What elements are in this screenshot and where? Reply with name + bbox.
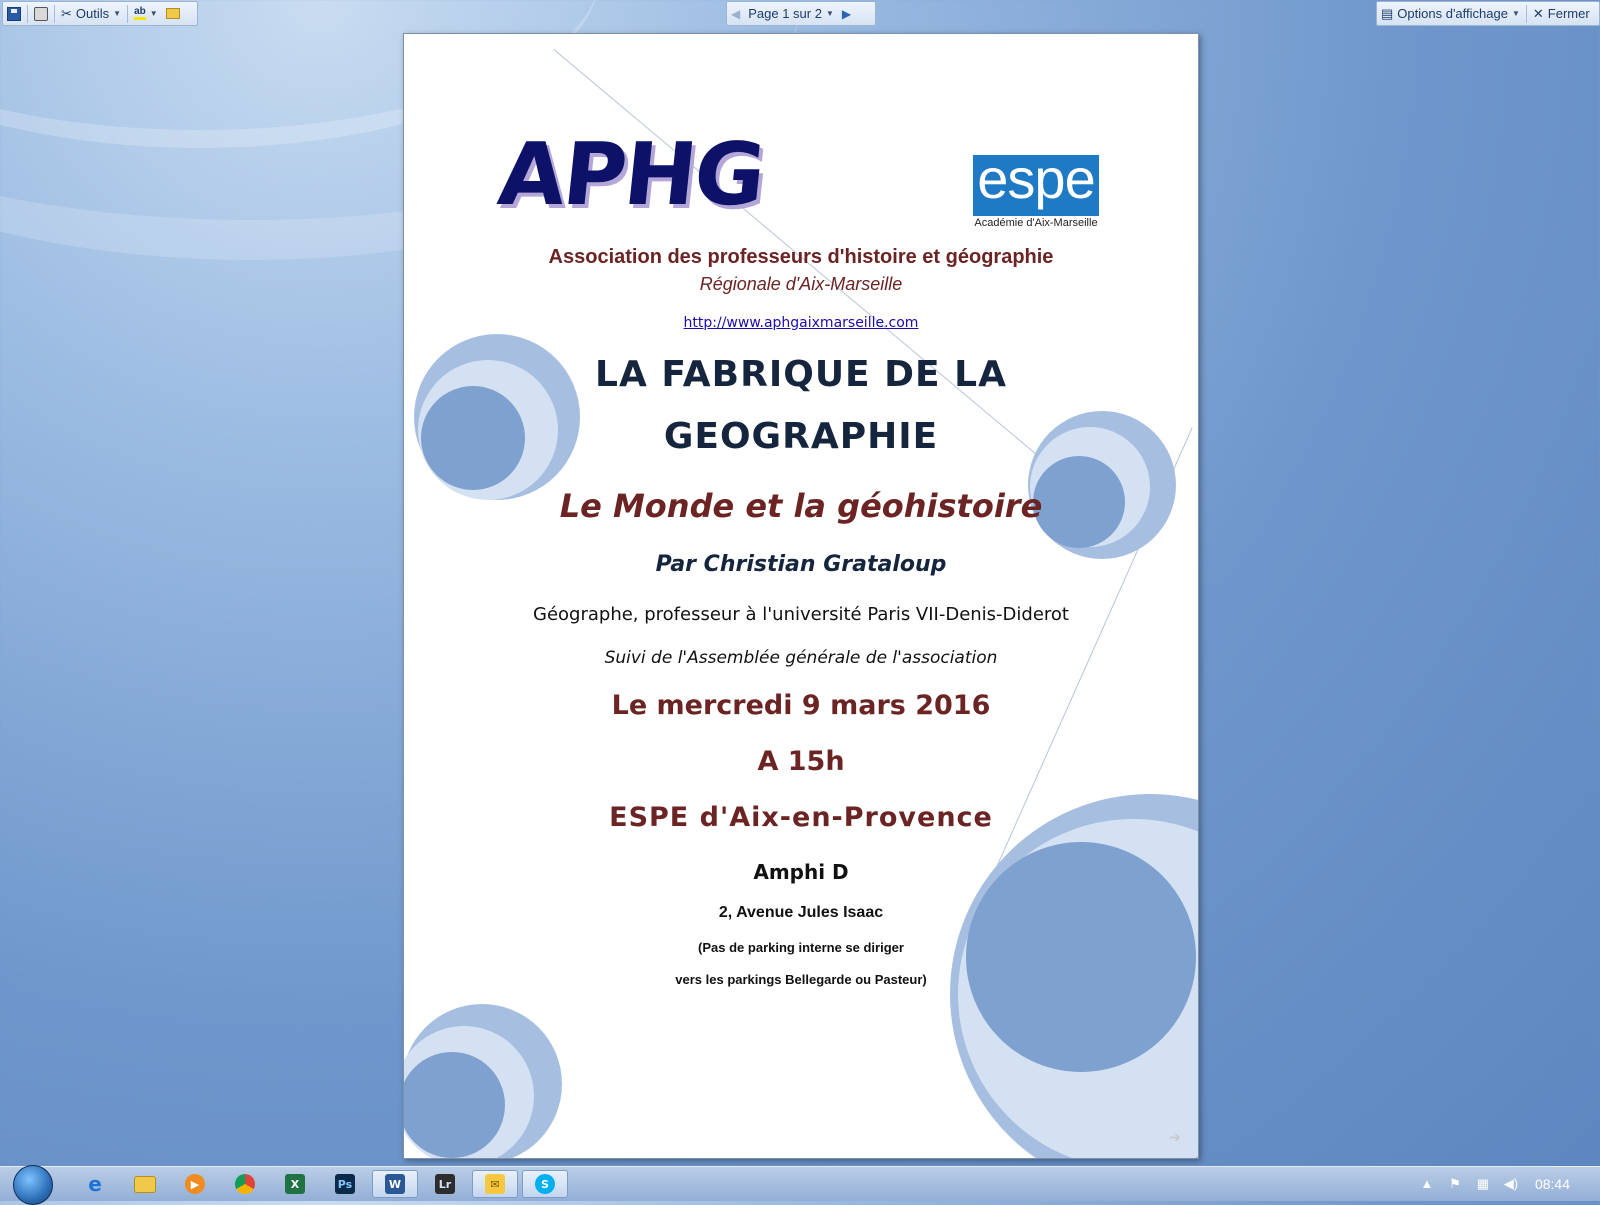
- next-page-arrow-icon[interactable]: ➔: [1169, 1129, 1181, 1145]
- association-name: Association des professeurs d'histoire et géographie: [548, 246, 1054, 268]
- mail-icon: ✉: [485, 1174, 505, 1194]
- excel-icon: X: [285, 1174, 305, 1194]
- tools-menu-button[interactable]: [57, 3, 125, 24]
- chevron-down-icon: ▼: [825, 9, 834, 18]
- printer-icon: [34, 7, 48, 21]
- chevron-down-icon: ▼: [149, 9, 158, 18]
- espe-logo: espe: [977, 147, 1095, 210]
- chrome-icon: [235, 1174, 255, 1194]
- toolbar-separator: [1526, 5, 1527, 23]
- internet-explorer-icon: e: [88, 1172, 102, 1196]
- previous-page-button[interactable]: [727, 3, 744, 24]
- parking-note-line-2: vers les parkings Bellegarde ou Pasteur): [675, 972, 927, 987]
- parking-note-line-1: (Pas de parking interne se diriger: [698, 940, 904, 955]
- regional-name: Régionale d'Aix-Marseille: [699, 274, 903, 294]
- media-player-icon: ▶: [185, 1174, 205, 1194]
- tools-label: Outils: [75, 6, 110, 21]
- title-line-1: LA FABRIQUE DE LA: [595, 354, 1007, 395]
- taskbar: [0, 1166, 1600, 1201]
- close-label: Fermer: [1547, 6, 1590, 21]
- tools-icon: ✂: [61, 5, 72, 21]
- aphg-logo: APHG: [493, 125, 769, 225]
- taskbar-app-chrome[interactable]: [222, 1170, 268, 1198]
- folder-icon: [134, 1176, 156, 1193]
- title-line-2: GEOGRAPHIE: [663, 416, 939, 457]
- event-time: A 15h: [757, 746, 845, 777]
- decorative-circle: [403, 1052, 505, 1158]
- spelling-icon: ab: [134, 7, 146, 20]
- close-button[interactable]: [1529, 3, 1594, 24]
- author-role: Géographe, professeur à l'université Paris VII-Denis-Diderot: [533, 604, 1069, 625]
- view-options-icon: ▤: [1381, 5, 1394, 21]
- taskbar-app-excel[interactable]: [272, 1170, 318, 1198]
- followed-by-note: Suivi de l'Assemblée générale de l'association: [604, 648, 998, 668]
- taskbar-app-media-player[interactable]: [172, 1170, 218, 1198]
- taskbar-app-word[interactable]: [372, 1170, 418, 1198]
- taskbar-app-lightroom[interactable]: [422, 1170, 468, 1198]
- open-folder-button[interactable]: [162, 3, 184, 24]
- taskbar-app-internet-explorer[interactable]: [72, 1170, 118, 1198]
- volume-icon[interactable]: ◀): [1503, 1176, 1519, 1191]
- arrow-left-icon: ◀: [731, 6, 741, 21]
- website-link: [404, 315, 1198, 331]
- event-venue: ESPE d'Aix-en-Provence: [609, 802, 993, 833]
- toolbar-separator: [27, 5, 28, 23]
- chevron-down-icon: ▼: [1511, 9, 1520, 18]
- spelling-button[interactable]: [130, 3, 162, 24]
- page-indicator: Page 1 sur 2: [748, 6, 822, 21]
- taskbar-app-skype[interactable]: [522, 1170, 568, 1198]
- print-button[interactable]: [30, 3, 52, 24]
- network-icon[interactable]: ▦: [1476, 1176, 1490, 1191]
- event-date: Le mercredi 9 mars 2016: [611, 690, 991, 721]
- document-page: [403, 33, 1199, 1159]
- event-address: 2, Avenue Jules Isaac: [718, 904, 884, 921]
- lightroom-icon: Lr: [435, 1174, 455, 1194]
- espe-logo-subtitle: Académie d'Aix-Marseille: [974, 217, 1098, 229]
- website-link-text[interactable]: http://www.aphgaixmarseille.com: [683, 315, 919, 331]
- arrow-right-icon: ▶: [841, 6, 852, 21]
- left-toolbar-group: [2, 1, 198, 26]
- reading-toolbar: [0, 0, 1600, 26]
- page-navigation: [726, 1, 876, 26]
- toolbar-separator: [54, 5, 55, 23]
- clock[interactable]: 08:44: [1534, 1176, 1570, 1192]
- photoshop-icon: Ps: [335, 1174, 355, 1194]
- chevron-down-icon: ▼: [113, 9, 122, 18]
- folder-icon: [166, 8, 180, 19]
- close-icon: ✕: [1532, 5, 1544, 21]
- author: Par Christian Grataloup: [655, 552, 947, 577]
- toolbar-separator: [127, 5, 128, 23]
- taskbar-app-file-explorer[interactable]: [122, 1170, 168, 1198]
- view-options-button[interactable]: [1377, 3, 1524, 24]
- system-tray: [1413, 1167, 1600, 1201]
- taskbar-app-outlook[interactable]: [472, 1170, 518, 1198]
- save-icon: [7, 7, 21, 21]
- right-toolbar-group: [1376, 1, 1600, 26]
- subtitle: Le Monde et la géohistoire: [559, 487, 1043, 525]
- next-page-button[interactable]: [838, 3, 855, 24]
- show-hidden-icons-icon[interactable]: ▲: [1420, 1176, 1434, 1191]
- taskbar-app-photoshop[interactable]: [322, 1170, 368, 1198]
- event-room: Amphi D: [753, 860, 849, 884]
- view-options-label: Options d'affichage: [1397, 6, 1508, 21]
- save-button[interactable]: [3, 3, 25, 24]
- skype-icon: S: [535, 1174, 555, 1194]
- page-selector[interactable]: [744, 3, 838, 24]
- action-center-flag-icon[interactable]: ⚑: [1449, 1176, 1461, 1191]
- start-button[interactable]: [13, 1165, 53, 1205]
- word-icon: W: [385, 1174, 405, 1194]
